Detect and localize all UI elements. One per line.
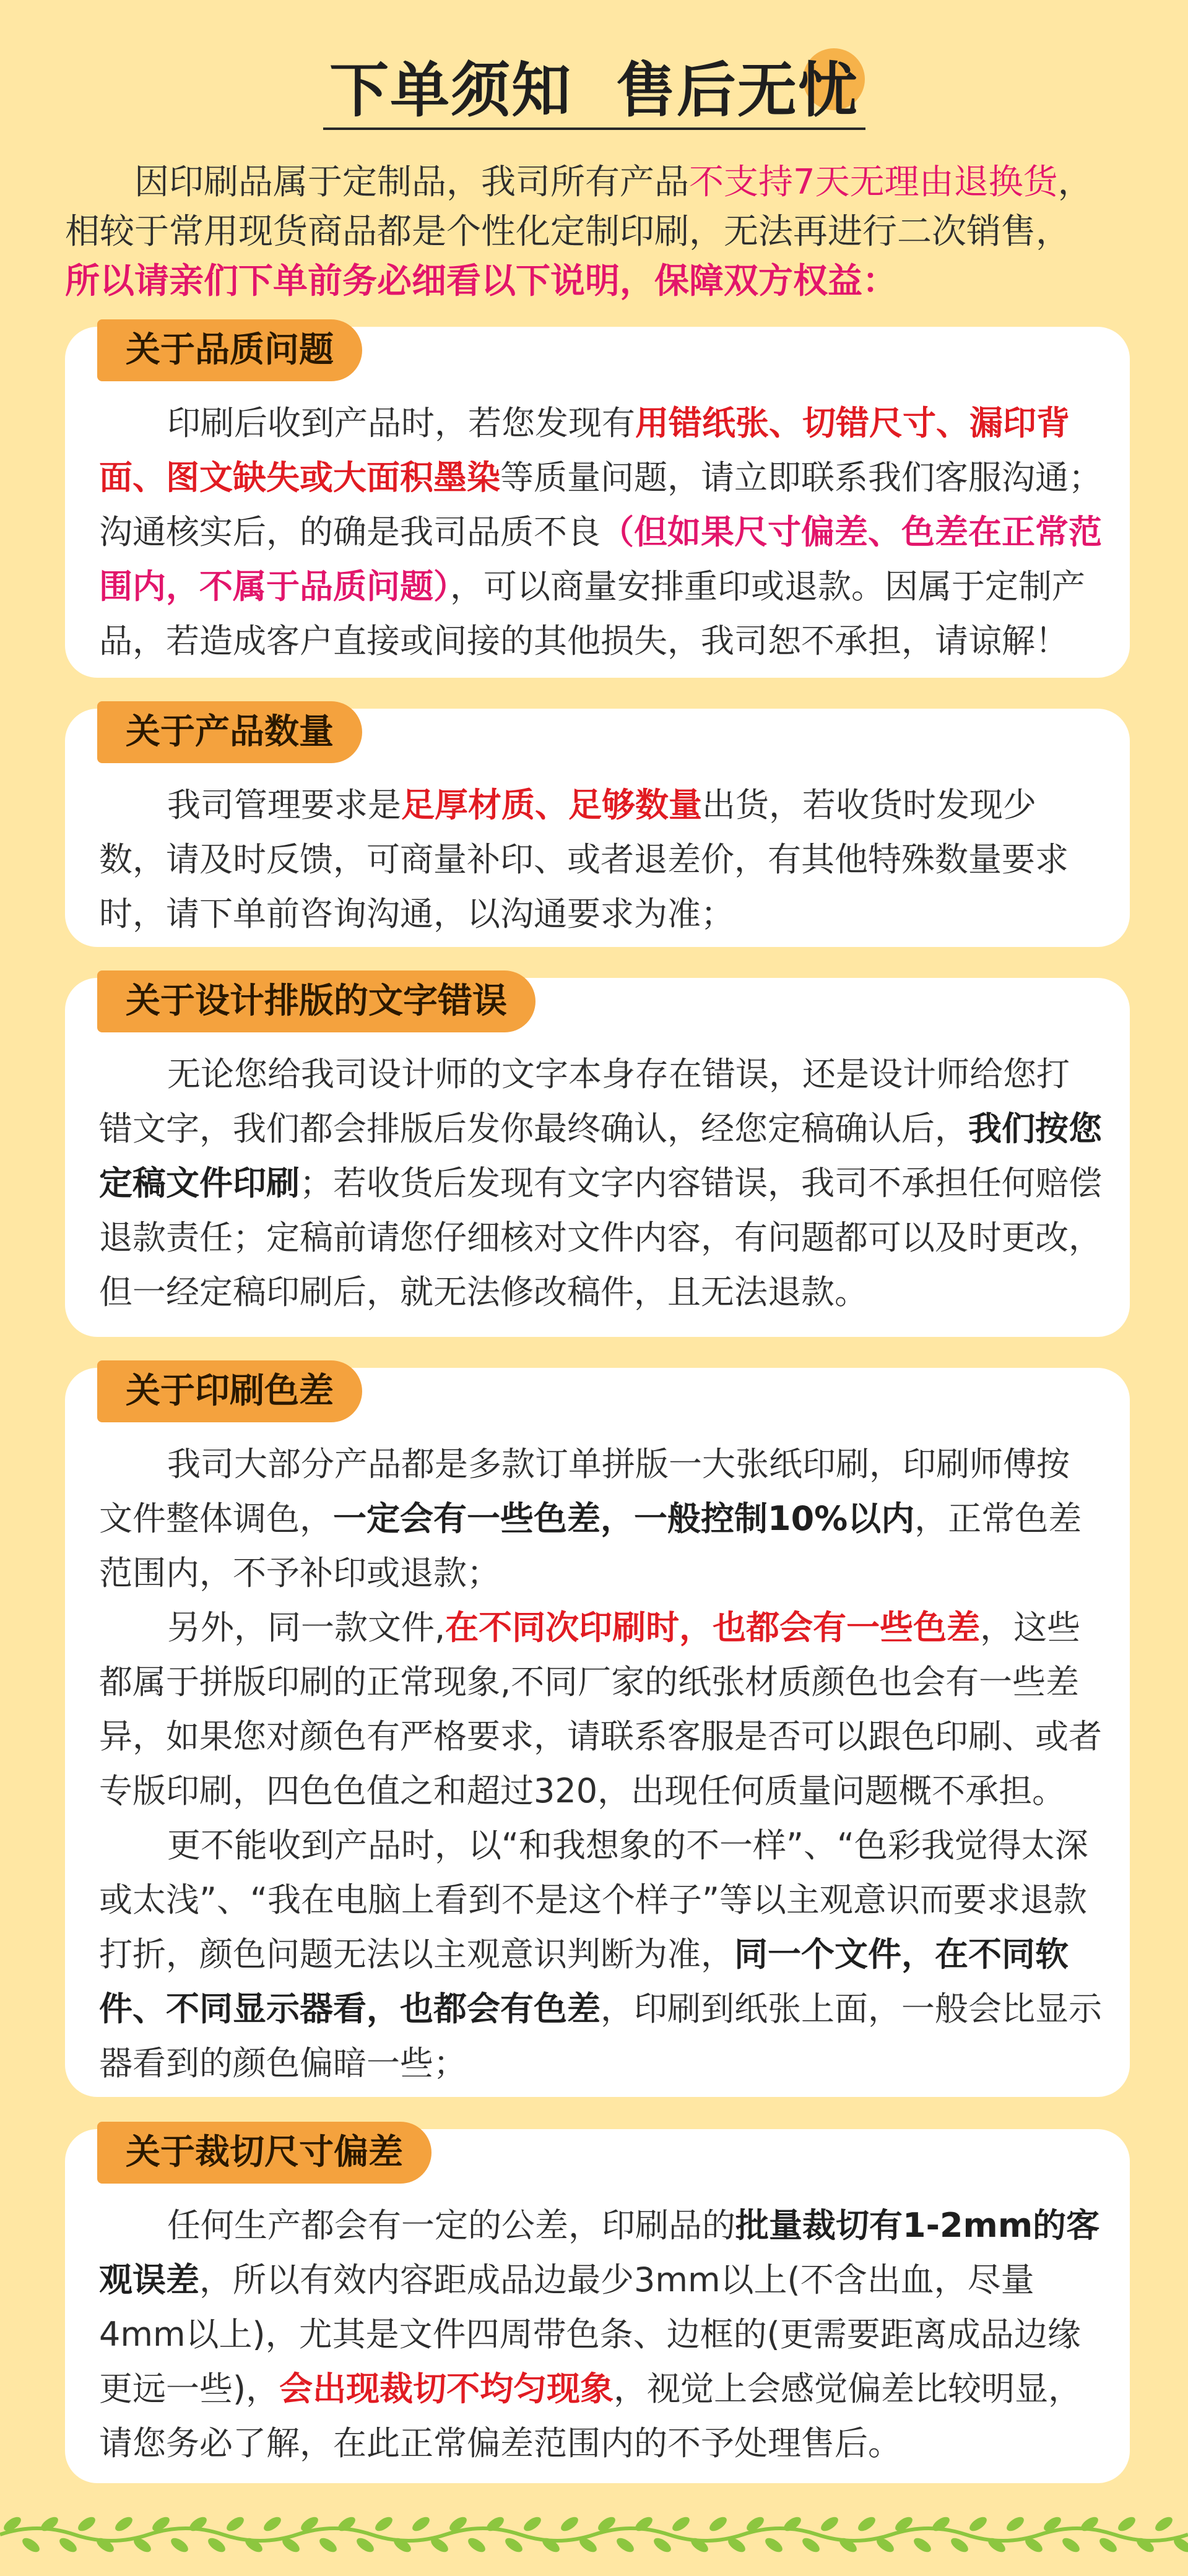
page-title xyxy=(323,43,865,139)
leaf-icon xyxy=(521,2514,543,2533)
section-tag: 关于设计排版的文字错误 xyxy=(97,970,535,1032)
leaf-icon xyxy=(967,2514,989,2533)
section-body xyxy=(99,778,1102,941)
leaf-icon xyxy=(261,2514,283,2533)
section-cutting xyxy=(65,2129,1130,2483)
leaf-icon xyxy=(20,2535,41,2554)
text-run: 等质量问题，请立即联系我们客服沟通；沟通核实后，的确是我司品质不良 xyxy=(99,458,1102,551)
text-run: ，可以商量安排重印或退款。因属于定制产品，若造成客户直接或间接的其他损失，我司恕不承担，请谅解！ xyxy=(99,567,1085,660)
leaf-icon xyxy=(466,2535,487,2554)
text-highlight: 会出现裁切不均匀现象 xyxy=(279,2369,614,2408)
text-run: ，正常色差范围内，不予补印或退款； xyxy=(99,1499,1082,1593)
text-highlight: 足厚材质、足够数量 xyxy=(401,785,702,824)
leaf-icon xyxy=(1116,2514,1137,2533)
leaf-icon xyxy=(1153,2514,1174,2533)
leaf-icon xyxy=(76,2514,97,2533)
leaf-icon xyxy=(707,2514,729,2533)
section-paragraph xyxy=(99,1601,1102,1818)
leaf-icon xyxy=(373,2514,394,2533)
leaf-icon xyxy=(558,2514,580,2533)
intro-l1-a: 因印刷品属于定制品，我司所有产品 xyxy=(134,162,689,202)
leaf-icon xyxy=(911,2535,933,2554)
text-emphasis: 同一个文件，在不同软件、不同显示器看，也都会有色差 xyxy=(99,1935,1069,2028)
intro-l1-highlight: 不支持7天无理由退换货 xyxy=(689,162,1058,202)
text-run: 无论您给我司设计师的文字本身存在错误，还是设计师给您打错文字，我们都会排版后发你最终确认，经您定稿确认后， xyxy=(99,1055,1070,1148)
text-highlight: 用错纸张、切错尺寸、漏印背面、图文缺失或大面积墨染 xyxy=(99,404,1070,497)
intro-line-2: 相较于常用现货商品都是个性化定制印刷，无法再进行二次销售， xyxy=(65,212,1070,252)
text-run: 出货，若收货时发现少数，请及时反馈，可商量补印、或者退差价，有其他特殊数量要求时，请下单前咨询沟通，以沟通要求为准； xyxy=(99,785,1069,933)
leaf-icon xyxy=(651,2535,673,2554)
text-run: 我司大部分产品都是多款订单拼版一大张纸印刷，印刷师傅按文件整体调色， xyxy=(99,1445,1070,1538)
section-body xyxy=(99,1047,1102,1320)
leaf-icon xyxy=(113,2514,134,2533)
text-run: ，视觉上会感觉偏差比较明显，请您务必了解，在此正常偏差范围内的不予处理售后。 xyxy=(99,2369,1082,2463)
leaf-icon xyxy=(168,2535,190,2554)
section-tag: 关于产品数量 xyxy=(97,701,362,763)
leaf-icon xyxy=(948,2535,970,2554)
leaf-icon xyxy=(57,2535,79,2554)
text-run: 更不能收到产品时，以“和我想象的不一样”、“色彩我觉得太深或太浅”、“我在电脑上看到不是这个样子”等以主观意识而要求退款打折，颜色问题无法以主观意识判断为准， xyxy=(99,1826,1088,1974)
section-paragraph xyxy=(99,396,1102,668)
text-run: ，这些都属于拼版印刷的正常现象,不同厂家的纸张材质颜色也会有一些差异，如果您对颜色有严格要求，请联系客服是否可以跟色印刷、或者专版印刷，四色色值之和超过320，出现任何质量问题概不承担。 xyxy=(99,1608,1102,1810)
title-underline xyxy=(323,128,865,130)
intro-l1-b: ， xyxy=(1057,162,1093,202)
section-quantity xyxy=(65,709,1130,947)
text-run: 任何生产都会有一定的公差，印刷品的 xyxy=(167,2206,735,2245)
text-highlight: 在不同次印刷时，也都会有一些色差 xyxy=(445,1608,981,1647)
section-paragraph xyxy=(99,1437,1102,1601)
leaf-icon xyxy=(856,2514,877,2533)
text-run: 印刷后收到产品时，若您发现有 xyxy=(167,404,635,443)
text-run: ，所以有效内容距成品边最少3mm以上(不含出血，尽量4mm以上)，尤其是文件四周带色条、边框的(更需要距离成品边缘更远一些)， xyxy=(99,2260,1081,2408)
leaf-icon xyxy=(614,2535,636,2554)
leaf-icon xyxy=(1004,2514,1026,2533)
section-tag: 关于品质问题 xyxy=(97,319,362,381)
leaf-vine-icon xyxy=(0,2500,1188,2562)
section-typo xyxy=(65,978,1130,1337)
leaf-icon xyxy=(1097,2535,1119,2554)
section-paragraph xyxy=(99,1818,1102,2091)
text-run: ；若收货后发现有文字内容错误，我司不承担任何赔偿退款责任；定稿前请您仔细核对文件内容，有问题都可以及时更改，但一经定稿印刷后，就无法修改稿件，且无法退款。 xyxy=(99,1164,1102,1312)
leaf-icon xyxy=(410,2514,431,2533)
leaf-icon xyxy=(503,2535,524,2554)
leaf-icon xyxy=(1060,2535,1082,2554)
section-tag: 关于印刷色差 xyxy=(97,1360,362,1422)
text-emphasis: 我们按您定稿文件印刷 xyxy=(99,1109,1102,1203)
page-title-text: 下单须知 售后无忧 xyxy=(329,56,859,125)
leaf-icon xyxy=(763,2535,784,2554)
text-run: 我司管理要求是 xyxy=(167,785,401,824)
leaf-icon xyxy=(800,2535,822,2554)
section-body xyxy=(99,1437,1102,2091)
section-paragraph xyxy=(99,778,1102,941)
section-color xyxy=(65,1368,1130,2097)
leaf-icon xyxy=(354,2535,376,2554)
text-run: 另外，同一款文件, xyxy=(167,1608,446,1647)
intro-line-3: 所以请亲们下单前务必细看以下说明，保障双方权益： xyxy=(65,261,897,301)
leaf-icon xyxy=(317,2535,339,2554)
text-run: ，印刷到纸张上面，一般会比显示器看到的颜色偏暗一些； xyxy=(99,1989,1102,2083)
section-quality xyxy=(65,327,1130,678)
text-emphasis: 批量裁切有1-2mm的客观误差 xyxy=(99,2206,1100,2299)
header xyxy=(0,43,1188,139)
text-highlight: （但如果尺寸偏差、色差在正常范围内，不属于品质问题） xyxy=(99,512,1102,606)
text-emphasis: 一定会有一些色差，一般控制10%以内 xyxy=(333,1499,915,1538)
leaf-icon xyxy=(206,2535,227,2554)
section-paragraph xyxy=(99,1047,1102,1320)
section-body xyxy=(99,2198,1102,2471)
section-tag: 关于裁切尺寸偏差 xyxy=(97,2122,431,2184)
section-body xyxy=(99,396,1102,668)
leaf-icon xyxy=(224,2514,246,2533)
leaf-icon xyxy=(818,2514,840,2533)
intro-line-1 xyxy=(65,158,1130,207)
intro-text xyxy=(65,158,1130,306)
section-paragraph xyxy=(99,2198,1102,2471)
leaf-icon xyxy=(670,2514,692,2533)
